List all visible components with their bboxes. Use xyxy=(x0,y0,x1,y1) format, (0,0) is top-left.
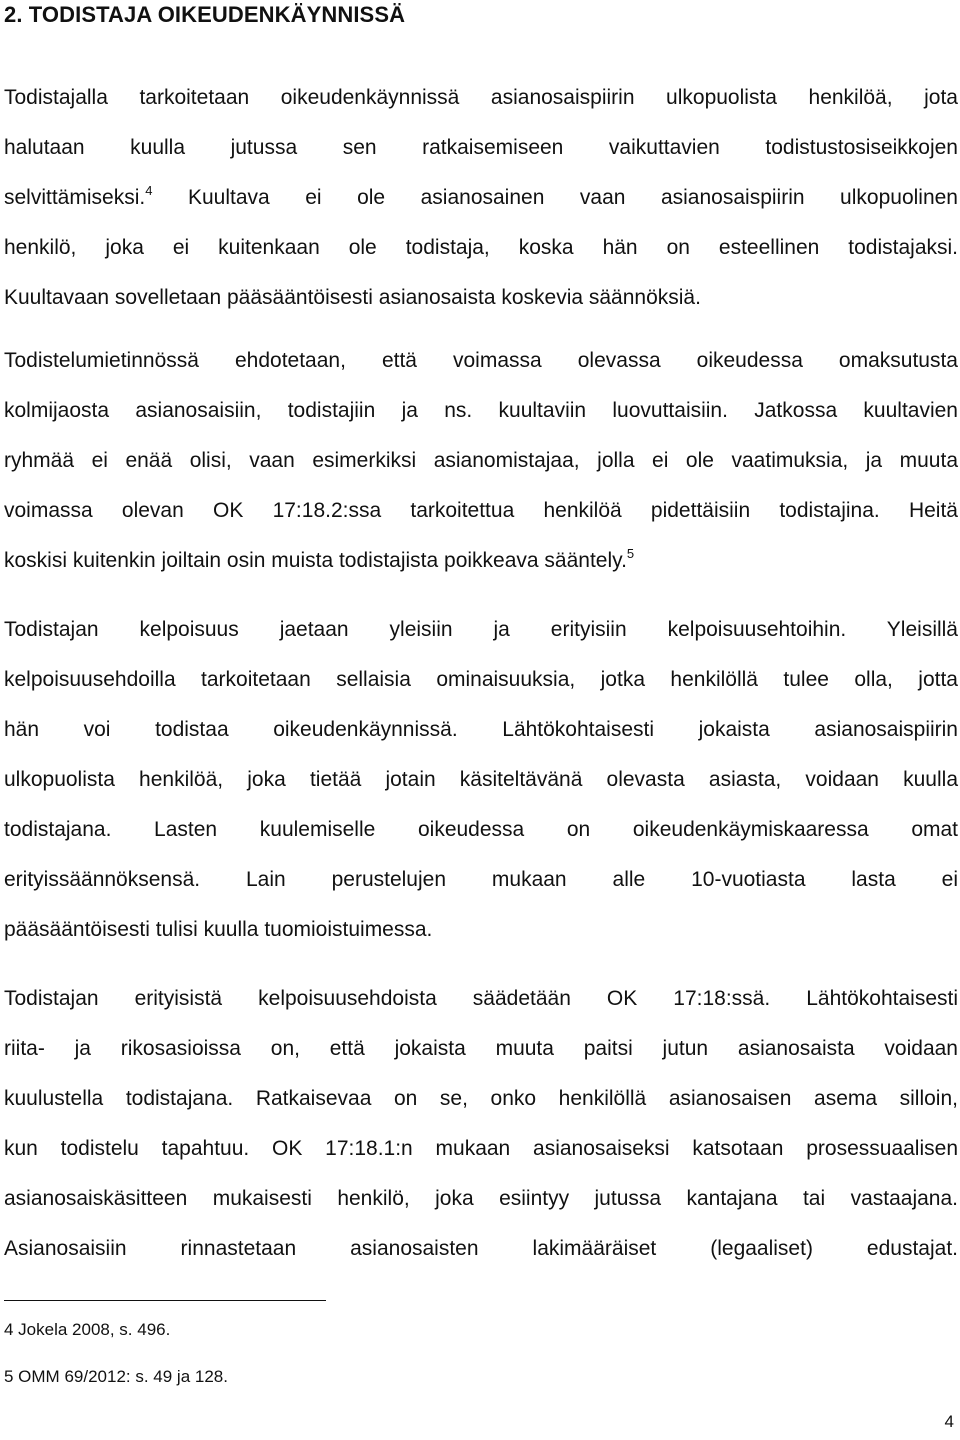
text-line: ryhmää ei enää olisi, vaan esimerkiksi asianomistajaa, jolla ei ole vaatimuksia, ja muuta xyxy=(4,449,958,472)
text-line: kelpoisuusehdoilla tarkoitetaan sellaisia ominaisuuksia, jotka henkilöllä tulee olla, jotta xyxy=(4,668,958,691)
text-fragment: koskisi kuitenkin joiltain osin muista todistajista poikkeava sääntely. xyxy=(4,549,627,572)
paragraph-3 xyxy=(4,605,958,955)
text-line: Todistelumietinnössä ehdotetaan, että voimassa olevassa oikeudessa omaksutusta xyxy=(4,349,958,372)
text-line: todistajana. Lasten kuulemiselle oikeudessa on oikeudenkäymiskaaressa omat xyxy=(4,818,958,841)
text-fragment: Kuultava ei ole asianosainen vaan asianosaispiirin ulkopuolinen xyxy=(152,186,958,209)
paragraph-1 xyxy=(4,73,958,323)
text-line: hän voi todistaa oikeudenkäynnissä. Lähtökohtaisesti jokaista asianosaispiirin xyxy=(4,718,958,741)
text-fragment: selvittämiseksi. xyxy=(4,186,146,209)
text-line: erityissäännöksensä. Lain perustelujen mukaan alle 10-vuotiasta lasta ei xyxy=(4,868,958,891)
text-line: kun todistelu tapahtuu. OK 17:18.1:n mukaan asianosaiseksi katsotaan prosessuaalisen xyxy=(4,1137,958,1160)
footnote-4: 4 Jokela 2008, s. 496. xyxy=(4,1320,171,1339)
page-number: 4 xyxy=(944,1412,954,1431)
footnote-ref-4[interactable]: 4 xyxy=(145,183,153,198)
text-line: kuulustella todistajana. Ratkaisevaa on se, onko henkilöllä asianosaisen asema silloin, xyxy=(4,1087,958,1110)
paragraph-4 xyxy=(4,974,958,1274)
footnote-5: 5 OMM 69/2012: s. 49 ja 128. xyxy=(4,1367,228,1386)
text-line: kolmijaosta asianosaisiin, todistajiin ja ns. kuultaviin luovuttaisiin. Jatkossa kuultavien xyxy=(4,399,958,422)
text-line: voimassa olevan OK 17:18.2:ssa tarkoitettua henkilöä pidettäisiin todistajina. Heitä xyxy=(4,499,958,522)
text-line: riita- ja rikosasioissa on, että jokaista muuta paitsi jutun asianosaista voidaan xyxy=(4,1037,958,1060)
text-line: halutaan kuulla jutussa sen ratkaisemiseen vaikuttavien todistustosiseikkojen xyxy=(4,136,958,159)
text-line xyxy=(4,536,958,586)
text-line: Kuultavaan sovelletaan pääsääntöisesti asianosaista koskevia säännöksiä. xyxy=(4,286,701,309)
text-line: Todistajan kelpoisuus jaetaan yleisiin ja erityisiin kelpoisuusehtoihin. Yleisillä xyxy=(4,618,958,641)
text-line: asianosaiskäsitteen mukaisesti henkilö, joka esiintyy jutussa kantajana tai vastaajana. xyxy=(4,1187,958,1210)
footnote-ref-5[interactable]: 5 xyxy=(626,546,635,561)
paragraph-2 xyxy=(4,336,958,586)
text-line: Asianosaisiin rinnastetaan asianosaisten lakimääräiset (legaaliset) edustajat. xyxy=(4,1237,958,1260)
text-line: ulkopuolista henkilöä, joka tietää jotain käsiteltävänä olevasta asiasta, voidaan kuulla xyxy=(4,768,958,791)
text-line: henkilö, joka ei kuitenkaan ole todistaja, koska hän on esteellinen todistajaksi. xyxy=(4,236,958,259)
text-line: Todistajan erityisistä kelpoisuusehdoista säädetään OK 17:18:ssä. Lähtökohtaisesti xyxy=(4,987,958,1010)
text-line: Todistajalla tarkoitetaan oikeudenkäynnissä asianosaispiirin ulkopuolista henkilöä, jota xyxy=(4,86,958,109)
text-line: pääsääntöisesti tulisi kuulla tuomioistuimessa. xyxy=(4,918,433,941)
section-heading: 2. TODISTAJA OIKEUDENKÄYNNISSÄ xyxy=(4,2,406,27)
footnote-separator xyxy=(4,1300,326,1301)
text-line xyxy=(4,173,958,223)
